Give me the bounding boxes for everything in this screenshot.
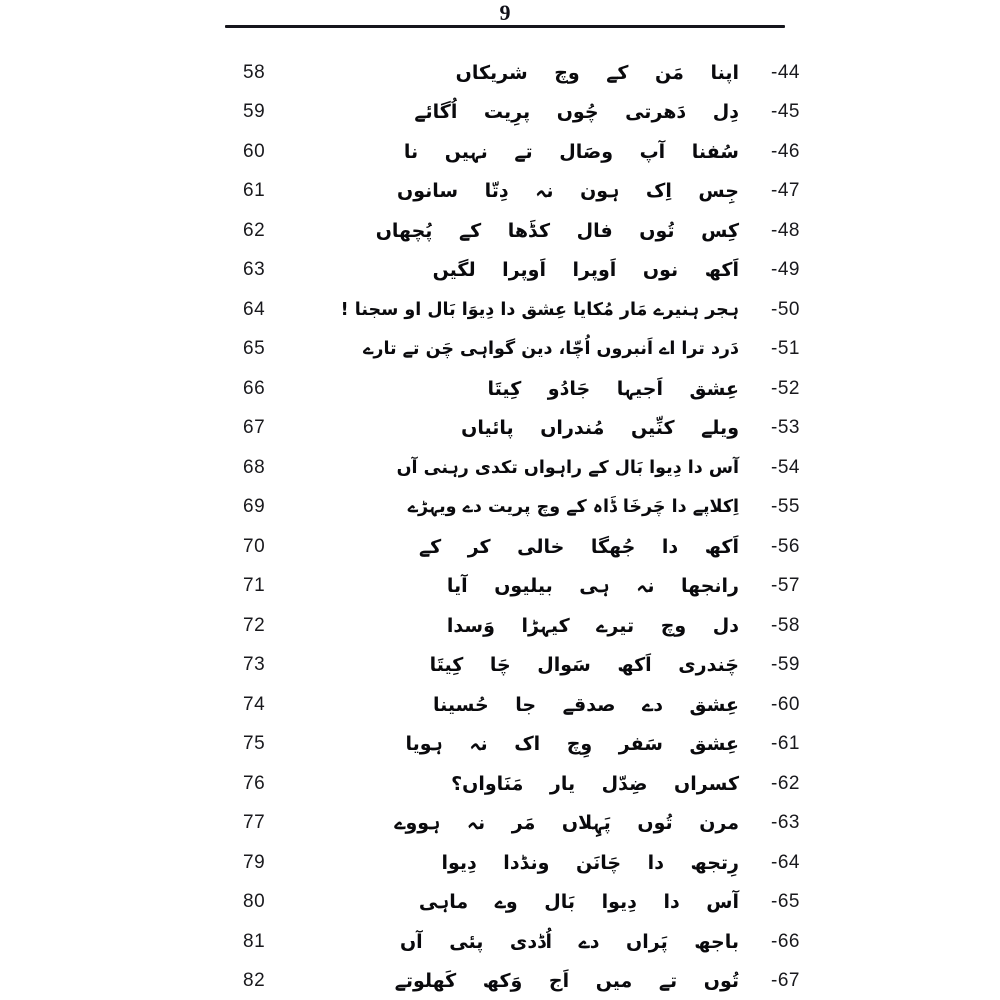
toc-entry [243,409,800,449]
entry-page-number: 59 [243,101,266,123]
entry-number: -64 [771,851,800,873]
entry-page-number: 76 [243,772,266,794]
entry-page-number: 62 [243,219,266,241]
entry-page-number: 80 [243,891,266,913]
entry-title: اِکلاپے دا چَرخَا ڈَاہ کے وچ پریت دے ویہڑے [407,497,739,518]
entry-page-number: 73 [243,654,266,676]
entry-page-number: 68 [243,456,266,478]
entry-page-number: 75 [243,733,266,755]
toc-entry [243,488,800,528]
entry-title: آس دا دِیوا بَال وے ماہی [418,891,739,914]
toc-entry [243,211,800,251]
entry-page-number: 70 [243,535,266,557]
entry-title: عِشق سَفر وِچ اک نہ ہویا [405,733,739,756]
entry-page-number: 79 [243,851,266,873]
entry-title: مرن تُوں پَہِلاں مَر نہ ہووے [394,812,739,835]
entry-number: -46 [771,140,800,162]
toc-entry [243,922,800,962]
entry-number: -62 [771,772,800,794]
entry-page-number: 82 [243,970,266,992]
entry-title: اَکھ نوں اَوپرا اَوپرا لگیں [432,259,739,282]
entry-title: رِتجھ دا چَانَن ونڈدا دِیوا [441,851,739,874]
toc-entry [243,251,800,291]
entry-title: آس دا دِیوا بَال کے راہواں تکدی رہنی آں [396,457,739,478]
toc-entry [243,132,800,172]
entry-page-number: 74 [243,693,266,715]
entry-number: -59 [771,654,800,676]
entry-page-number: 63 [243,259,266,281]
toc-entry [243,843,800,883]
entry-page-number: 66 [243,377,266,399]
entry-title: کِس تُوں فال کڈَھا کے پُچھاں [375,219,739,242]
toc-entry [243,764,800,804]
entry-title: دل وچ تیرے کیہڑا وَسدا [446,614,739,637]
entry-title: رانجھا نہ ہی بیلیوں آیا [446,575,739,598]
entry-number: -51 [771,338,800,360]
entry-number: -67 [771,970,800,992]
toc-entry [243,804,800,844]
entry-title: عِشق دے صدقے جا حُسینا [433,693,739,716]
toc-entry [243,567,800,607]
entry-number: -66 [771,930,800,952]
entry-title: کسراں ضِدّل یار مَنَاواں؟ [451,772,739,795]
entry-title: جِس اِک ہون نہ دِتّا سانوں [397,180,739,203]
entry-number: -49 [771,259,800,281]
entry-page-number: 67 [243,417,266,439]
entry-title: ویلے کنِّیں مُندراں پائیاں [461,417,739,440]
toc-entry [243,962,800,1000]
entry-title: سُفنا آپ وصَال تے نہیں نا [403,140,739,163]
entry-page-number: 69 [243,496,266,518]
entry-number: -55 [771,496,800,518]
entry-number: -54 [771,456,800,478]
entry-number: -63 [771,812,800,834]
entry-title: دَرد ترا اے اَنبروں اُچّا، دین گواہی چَن تے تارے [363,339,739,360]
entry-number: -57 [771,575,800,597]
entry-title: اپنا مَن کے وچ شریکاں [455,61,739,84]
entry-page-number: 64 [243,298,266,320]
toc-entry [243,172,800,212]
entry-title: عِشق اَجیہا جَادُو کِیتَا [487,377,739,400]
entry-number: -60 [771,693,800,715]
entry-title: چَندری اَکھ سَوال چَا کِیتَا [429,654,739,677]
header-divider [225,25,785,28]
entry-page-number: 58 [243,61,266,83]
entry-number: -65 [771,891,800,913]
toc-entry [243,448,800,488]
page-number-header: 9 [499,0,511,25]
toc-entry [243,330,800,370]
toc-entry [243,883,800,923]
toc-entry [243,53,800,93]
toc-entry [243,606,800,646]
entry-page-number: 61 [243,180,266,202]
toc-entry [243,725,800,765]
entry-number: -58 [771,614,800,636]
entry-page-number: 65 [243,338,266,360]
toc-entry [243,527,800,567]
entry-number: -56 [771,535,800,557]
entry-number: -52 [771,377,800,399]
toc-entry [243,685,800,725]
entry-number: -61 [771,733,800,755]
entry-page-number: 72 [243,614,266,636]
toc-list [243,53,800,1000]
toc-entry [243,93,800,133]
toc-entry [243,369,800,409]
toc-entry [243,290,800,330]
entry-number: -44 [771,61,800,83]
entry-title: تُوں تے میں اَج وَکھ کَھلوتے [394,970,739,993]
entry-page-number: 60 [243,140,266,162]
entry-page-number: 81 [243,930,266,952]
entry-title: باجھ پَراں دے اُڈدی پئی آں [399,930,739,953]
entry-number: -50 [771,298,800,320]
entry-title: اَکھ دا جُھگا خالی کر کے [418,535,739,558]
entry-number: -53 [771,417,800,439]
entry-title: ہجر ہنیرے مَار مُکایا عِشق دا دِیوَا بَال او سجنا ! [340,299,739,320]
entry-number: -47 [771,180,800,202]
entry-title: دِل دَھرتی چُوں پرِیت اُگائے [414,101,739,124]
toc-entry [243,646,800,686]
entry-number: -45 [771,101,800,123]
entry-page-number: 71 [243,575,266,597]
entry-page-number: 77 [243,812,266,834]
entry-number: -48 [771,219,800,241]
